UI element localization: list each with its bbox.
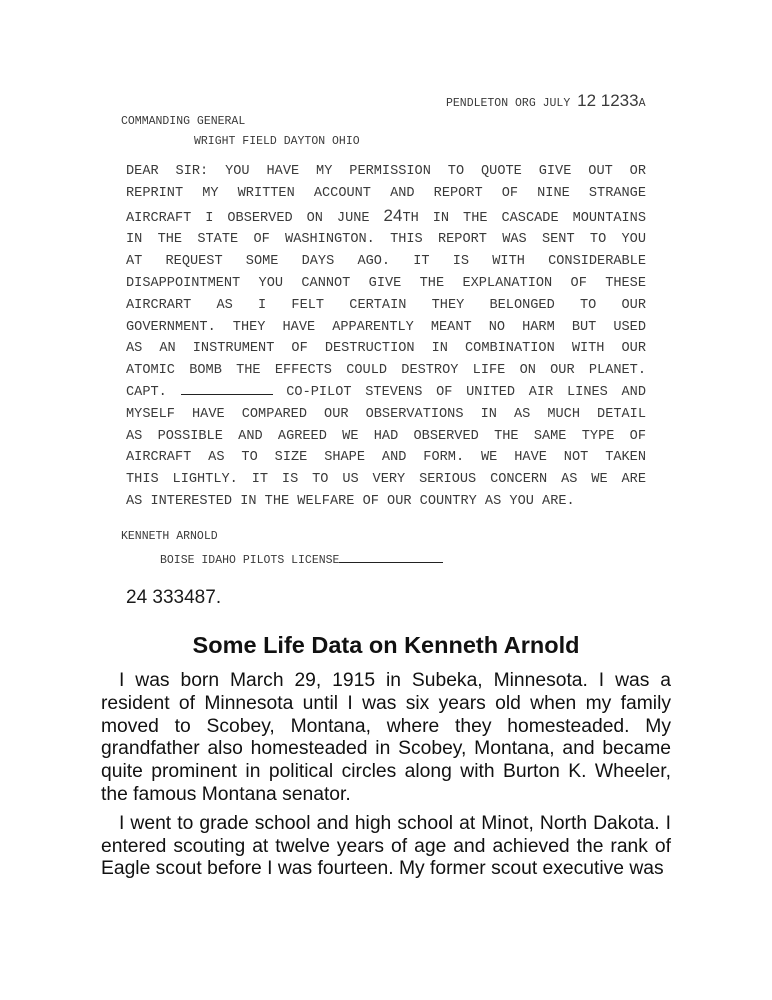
- bio-paragraph: I was born March 29, 1915 in Subeka, Minnesota. I was a resident of Minnesota until I was six years old when my family moved to Scobey, Montana, where they homesteaded. My grandfather also homesteaded in Scobey, Montana, and became quite prominent in political circles along with Burton K. Wheeler, the famous Montana senator.: [101, 670, 671, 805]
- signature-license: [160, 551, 443, 567]
- letter-line: DEAR SIR: YOU HAVE MY PERMISSION TO QUOTE GIVE OUT OR: [126, 164, 646, 179]
- recipient-line: COMMANDING GENERAL: [121, 115, 246, 128]
- license-label: BOISE IDAHO PILOTS LICENSE: [160, 554, 340, 567]
- telegram-dateline: [446, 91, 645, 111]
- bio-paragraph: I went to grade school and high school at Minot, North Dakota. I entered scouting at twelve years of age and achieved the rank of Eagle scout before I was fourteen. My former scout executive was: [101, 812, 671, 880]
- letter-line: MYSELF HAVE COMPARED OUR OBSERVATIONS IN AS MUCH DETAIL: [126, 406, 646, 422]
- telegram-body: [126, 161, 646, 513]
- license-number: 24 333487.: [126, 587, 222, 608]
- letter-line-end: CO-PILOT STEVENS OF UNITED AIR LINES AND: [272, 384, 646, 400]
- letter-line-start: CAPT.: [126, 384, 181, 400]
- license-blank: [339, 551, 443, 563]
- letter-line-start: AIRCRAFT I OBSERVED ON JUNE: [126, 210, 384, 226]
- redacted-name-blank: [181, 382, 273, 395]
- letter-line: AIRCRART AS I FELT CERTAIN THEY BELONGED TO OUR: [126, 297, 646, 313]
- letter-line: ATOMIC BOMB THE EFFECTS COULD DESTROY LIFE ON OUR PLANET.: [126, 363, 646, 379]
- letter-line: GOVERNMENT. THEY HAVE APPARENTLY MEANT NO HARM BUT USED: [126, 319, 646, 335]
- bio-text: [101, 670, 671, 887]
- letter-line: [126, 382, 646, 404]
- letter-line-end: TH IN THE CASCADE MOUNTAINS: [402, 210, 646, 226]
- letter-line: AS INTERESTED IN THE WELFARE OF OUR COUNTRY AS YOU ARE.: [126, 493, 575, 509]
- letter-date-number: 24: [383, 205, 403, 225]
- letter-line: DISAPPOINTMENT YOU CANNOT GIVE THE EXPLANATION OF THESE: [126, 275, 646, 291]
- dateline-suffix: A: [638, 97, 646, 110]
- letter-line: REPRINT MY WRITTEN ACCOUNT AND REPORT OF NINE STRANGE: [126, 185, 646, 201]
- letter-line: IN THE STATE OF WASHINGTON. THIS REPORT WAS SENT TO YOU: [126, 232, 646, 248]
- letter-line: AS POSSIBLE AND AGREED WE HAD OBSERVED THE SAME TYPE OF: [126, 428, 646, 444]
- letter-line: AIRCRAFT AS TO SIZE SHAPE AND FORM. WE HAVE NOT TAKEN: [126, 450, 646, 466]
- dateline-prefix: PENDLETON ORG JULY: [446, 97, 578, 110]
- bio-heading: Some Life Data on Kenneth Arnold: [192, 632, 580, 658]
- letter-line: AT REQUEST SOME DAYS AGO. IT IS WITH CONSIDERABLE: [126, 254, 646, 270]
- recipient-address: WRIGHT FIELD DAYTON OHIO: [194, 135, 360, 148]
- signature-name: KENNETH ARNOLD: [121, 530, 218, 543]
- dateline-number: 12 1233: [577, 91, 639, 110]
- letter-line: THIS LIGHTLY. IT IS TO US VERY SERIOUS CONCERN AS WE ARE: [126, 472, 646, 488]
- letter-line: AS AN INSTRUMENT OF DESTRUCTION IN COMBINATION WITH OUR: [126, 341, 646, 357]
- letter-line: [126, 205, 646, 230]
